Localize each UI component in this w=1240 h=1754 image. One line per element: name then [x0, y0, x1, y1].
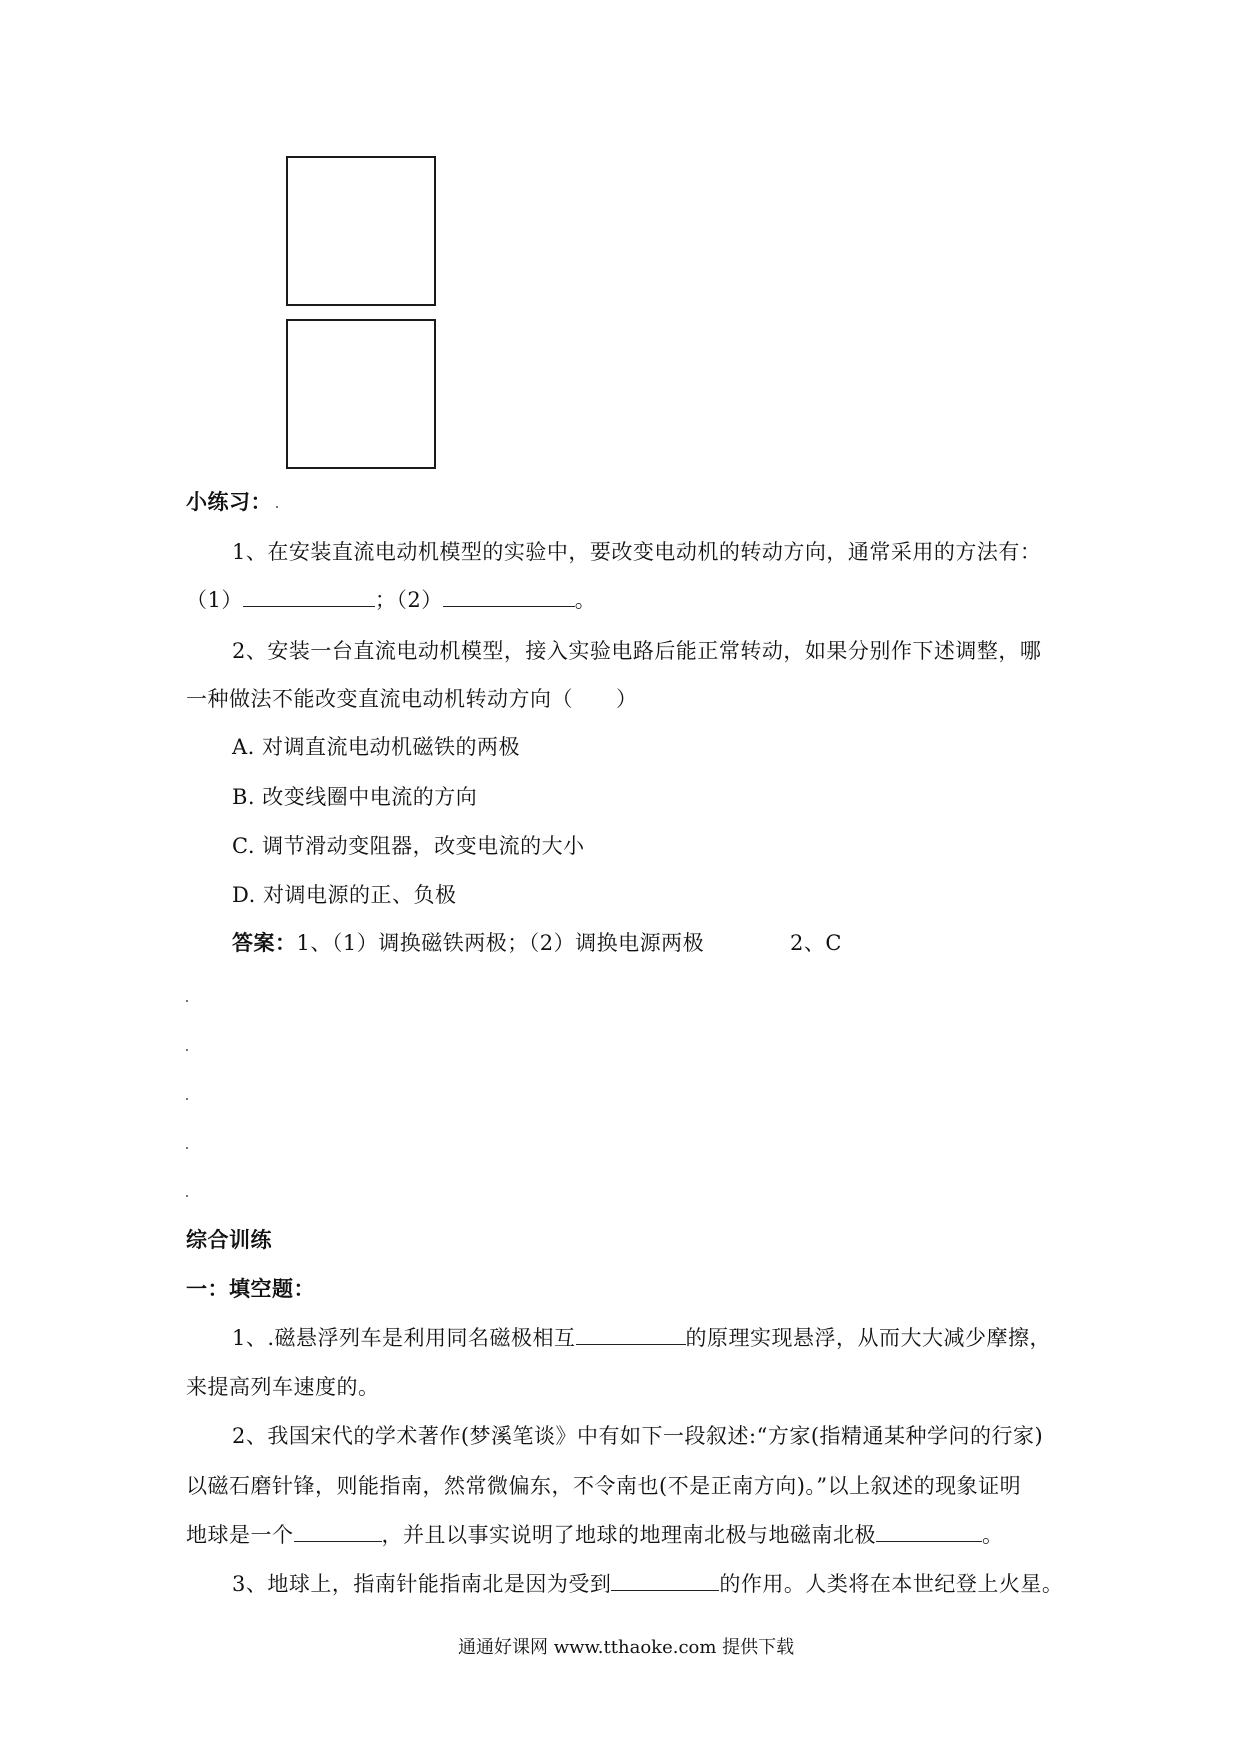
speck [186, 1098, 188, 1100]
training-q1-a: 1、.磁悬浮列车是利用同名磁极相互 [232, 1326, 576, 1350]
training-q3-line [232, 1569, 1063, 1599]
practice-answer [232, 928, 704, 958]
practice-q2-line1: 2、安装一台直流电动机模型，接入实验电路后能正常转动，如果分别作下述调整，哪 [232, 639, 1042, 663]
training-q2-line3-a: 地球是一个 [186, 1523, 294, 1547]
training-q2-line2: 以磁石磨针锋，则能指南，然常微偏东，不令南也(不是正南方向)。”以上叙述的现象证明 [186, 1474, 1022, 1498]
training-q3-a: 3、地球上，指南针能指南北是因为受到 [232, 1572, 612, 1596]
training-subheading: 一：填空题： [186, 1276, 315, 1301]
training-q1-line1 [232, 1323, 1051, 1353]
training-q1-line2: 来提高列车速度的。 [186, 1375, 380, 1399]
practice-q2-line2: 一种做法不能改变直流电动机转动方向（ ） [186, 687, 638, 711]
practice-q1-end: 。 [574, 588, 597, 612]
practice-q1-sep: ；（2） [374, 588, 443, 612]
training-q2-line3-c: 。 [982, 1523, 1004, 1547]
figure-box-bottom [286, 319, 436, 469]
practice-q1-blank-1[interactable] [243, 588, 375, 607]
practice-answer-text: 1、（1）调换磁铁两极；（2）调换电源两极 [296, 931, 705, 955]
practice-q1-blanks-line [186, 585, 596, 615]
practice-option-b: B. 改变线圈中电流的方向 [232, 785, 478, 809]
speck [276, 506, 278, 508]
practice-option-c: C. 调节滑动变阻器，改变电流的大小 [232, 834, 585, 858]
training-q2-blank-2[interactable] [876, 1523, 982, 1542]
training-q2-line1: 2、我国宋代的学术著作(梦溪笔谈》中有如下一段叙述:“方家(指精通某种学问的行家) [232, 1424, 1044, 1448]
training-q1-blank[interactable] [576, 1326, 686, 1345]
training-heading: 综合训练 [186, 1227, 272, 1252]
practice-option-a: A. 对调直流电动机磁铁的两极 [232, 735, 521, 759]
practice-answer-label: 答案： [232, 930, 297, 955]
practice-q1-blank-2[interactable] [443, 588, 575, 607]
training-q2-blank-1[interactable] [294, 1523, 382, 1542]
practice-answer-q2: 2、C [790, 931, 842, 955]
training-q3-blank[interactable] [611, 1572, 719, 1591]
practice-heading: 小练习： [186, 489, 272, 514]
training-q2-line3-b: ，并且以事实说明了地球的地理南北极与地磁南北极 [381, 1523, 876, 1547]
speck [186, 1000, 188, 1002]
speck [186, 1195, 188, 1197]
training-q3-b: 的作用。人类将在本世纪登上火星。 [719, 1572, 1064, 1596]
page-footer: 通通好课网 www.tthaoke.com 提供下载 [458, 1637, 795, 1658]
practice-q1-text: 1、在安装直流电动机模型的实验中，要改变电动机的转动方向，通常采用的方法有： [232, 540, 1042, 564]
practice-option-d: D. 对调电源的正、负极 [232, 883, 457, 907]
training-q1-b: 的原理实现悬浮，从而大大减少摩擦， [685, 1326, 1052, 1350]
speck [186, 1049, 188, 1051]
practice-q1-part1: （1） [186, 588, 243, 612]
speck [186, 1147, 188, 1149]
training-q2-line3 [186, 1520, 1004, 1550]
figure-box-top [286, 156, 436, 306]
